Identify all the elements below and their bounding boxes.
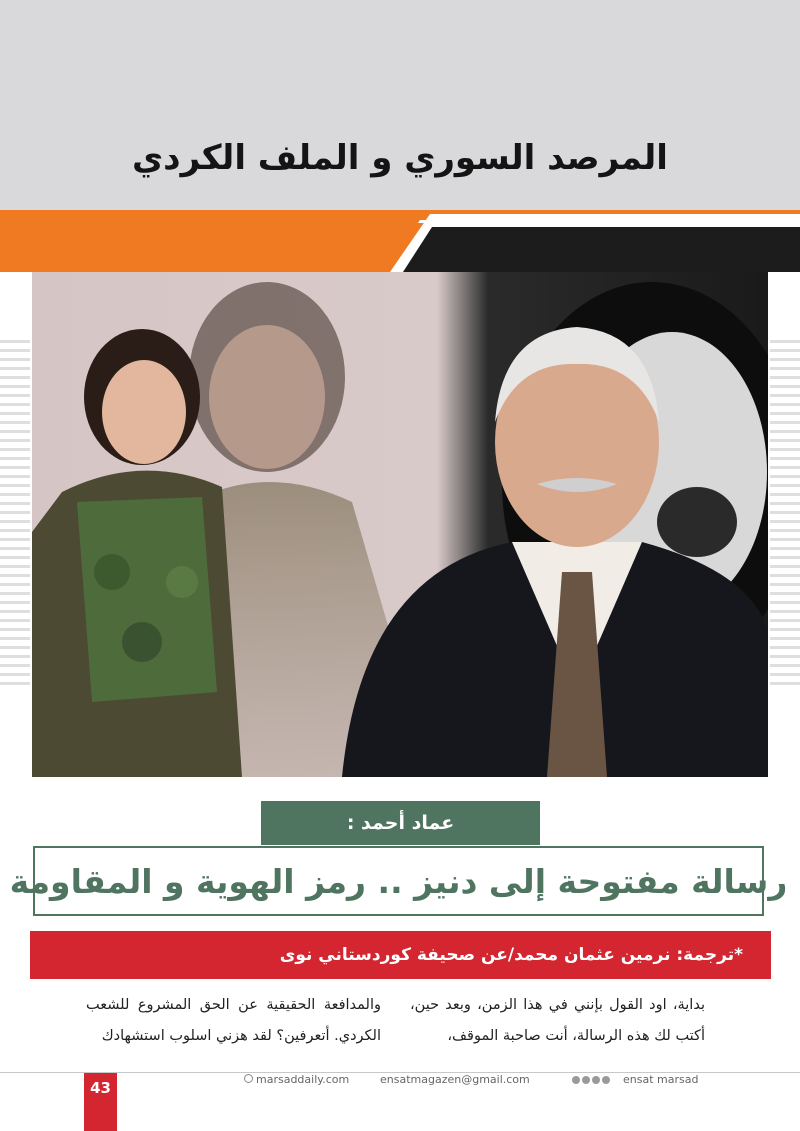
brand-name: ensat marsad xyxy=(623,1073,699,1086)
social-icons xyxy=(572,1076,610,1084)
website-link[interactable] xyxy=(244,1073,349,1086)
instagram-icon[interactable] xyxy=(592,1076,600,1084)
youtube-icon[interactable] xyxy=(602,1076,610,1084)
decorative-banner xyxy=(0,210,800,272)
left-stripes xyxy=(0,340,30,690)
article-photo xyxy=(32,272,768,777)
article-headline: رسالة مفتوحة إلى دنيز .. رمز الهوية و المقاومة xyxy=(33,846,764,916)
translator-credit: *ترجمة: نرمين عثمان محمد/عن صحيفة كوردستاني نوى xyxy=(30,931,771,979)
page-number: 43 xyxy=(84,1073,117,1131)
right-stripes xyxy=(770,340,800,690)
header-band xyxy=(0,0,800,210)
facebook-icon[interactable] xyxy=(572,1076,580,1084)
article-column-right: بداية، اود القول بإنني في هذا الزمن، وبعد حين، أكتب لك هذه الرسالة، أنت صاحبة الموقف، xyxy=(410,997,705,1044)
twitter-icon[interactable] xyxy=(582,1076,590,1084)
section-title: المرصد السوري و الملف الكردي xyxy=(132,138,668,178)
website-text: marsaddaily.com xyxy=(256,1073,350,1086)
article-column-left: والمدافعة الحقيقية عن الحق المشروع للشعب الكردي. أتعرفين؟ لقد هزني اسلوب استشهادك xyxy=(86,997,381,1044)
globe-icon xyxy=(244,1074,253,1083)
email-link[interactable]: ensatmagazen@gmail.com xyxy=(380,1073,530,1086)
author-label: عماد أحمد : xyxy=(261,801,540,845)
